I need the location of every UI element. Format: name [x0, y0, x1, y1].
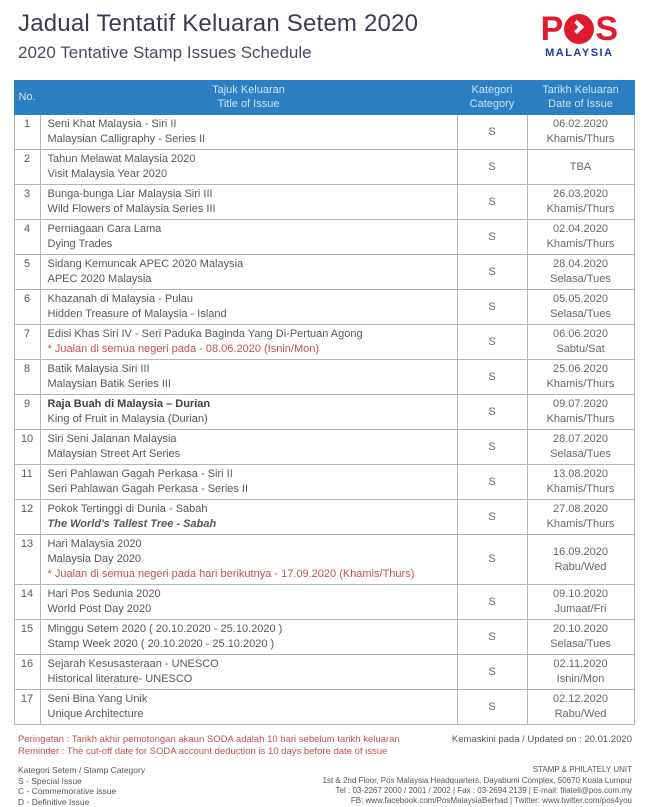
- issue-title-line1: Khazanah di Malaysia - Pulau: [48, 292, 453, 307]
- category-cell: S: [457, 150, 527, 185]
- unit-contact: Tel : 03-2267 2000 / 2001 / 2002 | Fax : 03-2694 2139 | E-mail: filateli@pos.com.my: [323, 786, 633, 796]
- row-number: 7: [14, 325, 40, 360]
- column-header-no: No.: [14, 81, 40, 115]
- issue-title-line2: Malaysia Day 2020: [48, 552, 453, 567]
- legend-special: S - Special Issue: [18, 776, 145, 787]
- issue-title-line2: Malaysian Batik Series III: [48, 377, 453, 392]
- issue-day: Selasa/Tues: [528, 447, 634, 462]
- issue-title-line2: Historical literature- UNESCO: [48, 672, 453, 687]
- issue-title-line2: King of Fruit in Malaysia (Durian): [48, 412, 453, 427]
- table-row: [14, 465, 634, 500]
- category-cell: S: [457, 115, 527, 150]
- issue-title-line1: Perniagaan Cara Lama: [48, 222, 453, 237]
- issue-date: 26.03.2020: [528, 187, 634, 202]
- reminder-line-my: Peringatan : Tarikh akhir pemotongan akaun SODA adalah 10 hari sebelum tarikh keluaran: [18, 734, 400, 746]
- unit-name: STAMP & PHILATELY UNIT: [323, 765, 633, 775]
- category-cell: S: [457, 655, 527, 690]
- table-row: [14, 150, 634, 185]
- row-number: 12: [14, 500, 40, 535]
- table-row: [14, 535, 634, 585]
- footer-bottom-row: [18, 765, 634, 807]
- row-number: 5: [14, 255, 40, 290]
- issue-title-cell: [40, 325, 457, 360]
- table-row: [14, 220, 634, 255]
- logo-letter-s: S: [595, 12, 618, 46]
- issue-date: TBA: [528, 160, 634, 175]
- table-row: [14, 500, 634, 535]
- category-cell: S: [457, 290, 527, 325]
- table-body: [14, 115, 634, 725]
- table-row: [14, 325, 634, 360]
- table-row: [14, 185, 634, 220]
- issue-title-cell: [40, 290, 457, 325]
- issue-day: Khamis/Thurs: [528, 132, 634, 147]
- row-number: 1: [14, 115, 40, 150]
- logo-brand-text: MALAYSIA: [545, 47, 613, 59]
- issue-title-line1: Seni Khat Malaysia - Siri II: [48, 117, 453, 132]
- issue-title-line1: Batik Malaysia Siri III: [48, 362, 453, 377]
- issue-title-line1: Bunga-bunga Liar Malaysia Siri III: [48, 187, 453, 202]
- table-row: [14, 290, 634, 325]
- unit-social: FB: www.facebook.com/PosMalaysiaBerhad | Twitter: www.twitter.com/pos4you: [323, 796, 633, 806]
- legend-commemorative: C - Commemorative issue: [18, 786, 145, 797]
- table-row: [14, 255, 634, 290]
- row-number: 16: [14, 655, 40, 690]
- issue-date: 06.02.2020: [528, 117, 634, 132]
- category-cell: S: [457, 395, 527, 430]
- issue-title-line1: Seni Bina Yang Unik: [48, 692, 453, 707]
- issue-title-cell: [40, 690, 457, 725]
- row-number: 17: [14, 690, 40, 725]
- document-header: [0, 0, 648, 78]
- stamp-issues-table: [14, 80, 635, 725]
- category-cell: S: [457, 690, 527, 725]
- row-number: 2: [14, 150, 40, 185]
- pos-logo-wordmark: [541, 12, 618, 46]
- row-number: 8: [14, 360, 40, 395]
- category-cell: S: [457, 185, 527, 220]
- row-number: 15: [14, 620, 40, 655]
- issue-note: * Jualan di semua negeri pada hari berikutnya - 17.09.2020 (Khamis/Thurs): [48, 567, 453, 582]
- table-row: [14, 360, 634, 395]
- table-row: [14, 395, 634, 430]
- date-cell: [527, 690, 634, 725]
- issue-day: Jumaat/Fri: [528, 602, 634, 617]
- date-cell: [527, 185, 634, 220]
- issue-title-cell: [40, 465, 457, 500]
- unit-address: 1st & 2nd Floor, Pos Malaysia Headquarters, Dayabumi Complex, 50670 Kuala Lumpur: [323, 776, 633, 786]
- row-number: 10: [14, 430, 40, 465]
- row-number: 13: [14, 535, 40, 585]
- issue-day: Khamis/Thurs: [528, 377, 634, 392]
- issue-date: 27.08.2020: [528, 502, 634, 517]
- column-header-date: Tarikh Keluaran Date of Issue: [527, 81, 634, 115]
- issue-title-cell: [40, 535, 457, 585]
- issue-title-line1: Pokok Tertinggi di Dunia - Sabah: [48, 502, 453, 517]
- issue-date: 20.10.2020: [528, 622, 634, 637]
- issue-title-cell: [40, 150, 457, 185]
- stamp-category-legend: [18, 765, 145, 807]
- table-header: [14, 81, 634, 115]
- date-cell: [527, 255, 634, 290]
- title-block: [18, 10, 418, 63]
- issue-title-line2: Malaysian Street Art Series: [48, 447, 453, 462]
- issue-date: 02.11.2020: [528, 657, 634, 672]
- category-cell: S: [457, 620, 527, 655]
- issue-title-line1: Seri Pahlawan Gagah Perkasa - Siri II: [48, 467, 453, 482]
- page-title: Jadual Tentatif Keluaran Setem 2020: [18, 10, 418, 38]
- issue-title-line2: Stamp Week 2020 ( 20.10.2020 - 25.10.2020 ): [48, 637, 453, 652]
- issue-title-line1: Minggu Setem 2020 ( 20.10.2020 - 25.10.2020 ): [48, 622, 453, 637]
- date-cell: [527, 290, 634, 325]
- issue-title-cell: [40, 655, 457, 690]
- issue-date: 05.05.2020: [528, 292, 634, 307]
- issue-date: 28.04.2020: [528, 257, 634, 272]
- issue-title-cell: [40, 185, 457, 220]
- date-cell: [527, 535, 634, 585]
- date-cell: [527, 220, 634, 255]
- category-cell: S: [457, 535, 527, 585]
- issue-title-line2: Hidden Treasure of Malaysia - Island: [48, 307, 453, 322]
- issue-date: 09.07.2020: [528, 397, 634, 412]
- issue-day: Sabtu/Sat: [528, 342, 634, 357]
- issue-day: Khamis/Thurs: [528, 202, 634, 217]
- issue-title-cell: [40, 255, 457, 290]
- issue-date: 28.07.2020: [528, 432, 634, 447]
- issue-title-line1: Siri Seni Jalanan Malaysia: [48, 432, 453, 447]
- issue-title-line2: The World's Tallest Tree - Sabah: [48, 517, 453, 532]
- issue-day: Isnin/Mon: [528, 672, 634, 687]
- issue-date: 25.06.2020: [528, 362, 634, 377]
- date-cell: [527, 620, 634, 655]
- issue-date: 13.08.2020: [528, 467, 634, 482]
- issue-day: Khamis/Thurs: [528, 517, 634, 532]
- issue-title-line2: Seri Pahlawan Gagah Perkasa - Series II: [48, 482, 453, 497]
- table-row: [14, 585, 634, 620]
- issue-title-line1: Tahun Melawat Malaysia 2020: [48, 152, 453, 167]
- issue-title-cell: [40, 360, 457, 395]
- issue-day: Khamis/Thurs: [528, 412, 634, 427]
- issue-title-cell: [40, 395, 457, 430]
- issue-date: 02.04.2020: [528, 222, 634, 237]
- issue-title-line1: Sidang Kemuncak APEC 2020 Malaysia: [48, 257, 453, 272]
- issue-date: 06.06.2020: [528, 327, 634, 342]
- issue-title-line2: Unique Architecture: [48, 707, 453, 722]
- page-subtitle: 2020 Tentative Stamp Issues Schedule: [18, 43, 418, 63]
- issue-day: Selasa/Tues: [528, 307, 634, 322]
- issue-title-line2: Wild Flowers of Malaysia Series III: [48, 202, 453, 217]
- philately-unit-block: [323, 765, 635, 806]
- issue-note: * Jualan di semua negeri pada - 08.06.2020 (Isnin/Mon): [48, 342, 453, 357]
- issue-day: Rabu/Wed: [528, 707, 634, 722]
- date-cell: [527, 465, 634, 500]
- issue-day: Selasa/Tues: [528, 272, 634, 287]
- issue-title-cell: [40, 115, 457, 150]
- reminder-line-en: Reminder : The cut-off date for SODA account deduction is 10 days before date of issue: [18, 746, 400, 758]
- date-cell: [527, 360, 634, 395]
- issue-title-cell: [40, 585, 457, 620]
- issue-title-cell: [40, 220, 457, 255]
- row-number: 4: [14, 220, 40, 255]
- date-cell: [527, 395, 634, 430]
- row-number: 14: [14, 585, 40, 620]
- footer-top-row: [18, 734, 634, 758]
- legend-title: Kategori Setem / Stamp Category: [18, 765, 145, 776]
- table-row: [14, 655, 634, 690]
- issue-title-line2: World Post Day 2020: [48, 602, 453, 617]
- issue-title-line1: Hari Pos Sedunia 2020: [48, 587, 453, 602]
- row-number: 6: [14, 290, 40, 325]
- table-row: [14, 115, 634, 150]
- logo-letter-p: P: [541, 12, 564, 46]
- category-cell: S: [457, 465, 527, 500]
- issue-date: 09.10.2020: [528, 587, 634, 602]
- date-cell: [527, 655, 634, 690]
- category-cell: S: [457, 500, 527, 535]
- category-cell: S: [457, 585, 527, 620]
- updated-on-text: Kemaskini pada / Updated on : 20.01.2020: [452, 734, 634, 745]
- issue-title-cell: [40, 500, 457, 535]
- issue-title-line2: Malaysian Calligraphy - Series II: [48, 132, 453, 147]
- issue-day: Khamis/Thurs: [528, 482, 634, 497]
- issue-title-cell: [40, 430, 457, 465]
- issue-date: 02.12.2020: [528, 692, 634, 707]
- date-cell: [527, 430, 634, 465]
- pos-malaysia-logo: [541, 12, 618, 59]
- table-row: [14, 620, 634, 655]
- row-number: 11: [14, 465, 40, 500]
- category-cell: S: [457, 255, 527, 290]
- issue-title-line2: Dying Trades: [48, 237, 453, 252]
- document-footer: [0, 725, 648, 807]
- date-cell: [527, 585, 634, 620]
- issue-title-line2: APEC 2020 Malaysia: [48, 272, 453, 287]
- logo-arrow-icon: [564, 14, 594, 44]
- date-cell: [527, 115, 634, 150]
- issue-title-line1: Sejarah Kesusasteraan - UNESCO: [48, 657, 453, 672]
- category-cell: S: [457, 220, 527, 255]
- issue-title-line1: Hari Malaysia 2020: [48, 537, 453, 552]
- column-header-title: Tajuk Keluaran Title of Issue: [40, 81, 457, 115]
- issue-day: Khamis/Thurs: [528, 237, 634, 252]
- category-cell: S: [457, 360, 527, 395]
- date-cell: [527, 500, 634, 535]
- issue-title-cell: [40, 620, 457, 655]
- table-row: [14, 430, 634, 465]
- issue-title-line1: Edisi Khas Siri IV - Seri Paduka Baginda Yang Di-Pertuan Agong: [48, 327, 453, 342]
- row-number: 3: [14, 185, 40, 220]
- category-cell: S: [457, 430, 527, 465]
- row-number: 9: [14, 395, 40, 430]
- soda-reminder: [18, 734, 400, 758]
- issue-title-line2: Visit Malaysia Year 2020: [48, 167, 453, 182]
- column-header-category: Kategori Category: [457, 81, 527, 115]
- table-row: [14, 690, 634, 725]
- issue-title-line1: Raja Buah di Malaysia – Durian: [48, 397, 453, 412]
- issue-day: Rabu/Wed: [528, 560, 634, 575]
- date-cell: [527, 325, 634, 360]
- issue-day: Selasa/Tues: [528, 637, 634, 652]
- date-cell: [527, 150, 634, 185]
- category-cell: S: [457, 325, 527, 360]
- legend-definitive: D - Definitive Issue: [18, 797, 145, 807]
- issue-date: 16.09.2020: [528, 545, 634, 560]
